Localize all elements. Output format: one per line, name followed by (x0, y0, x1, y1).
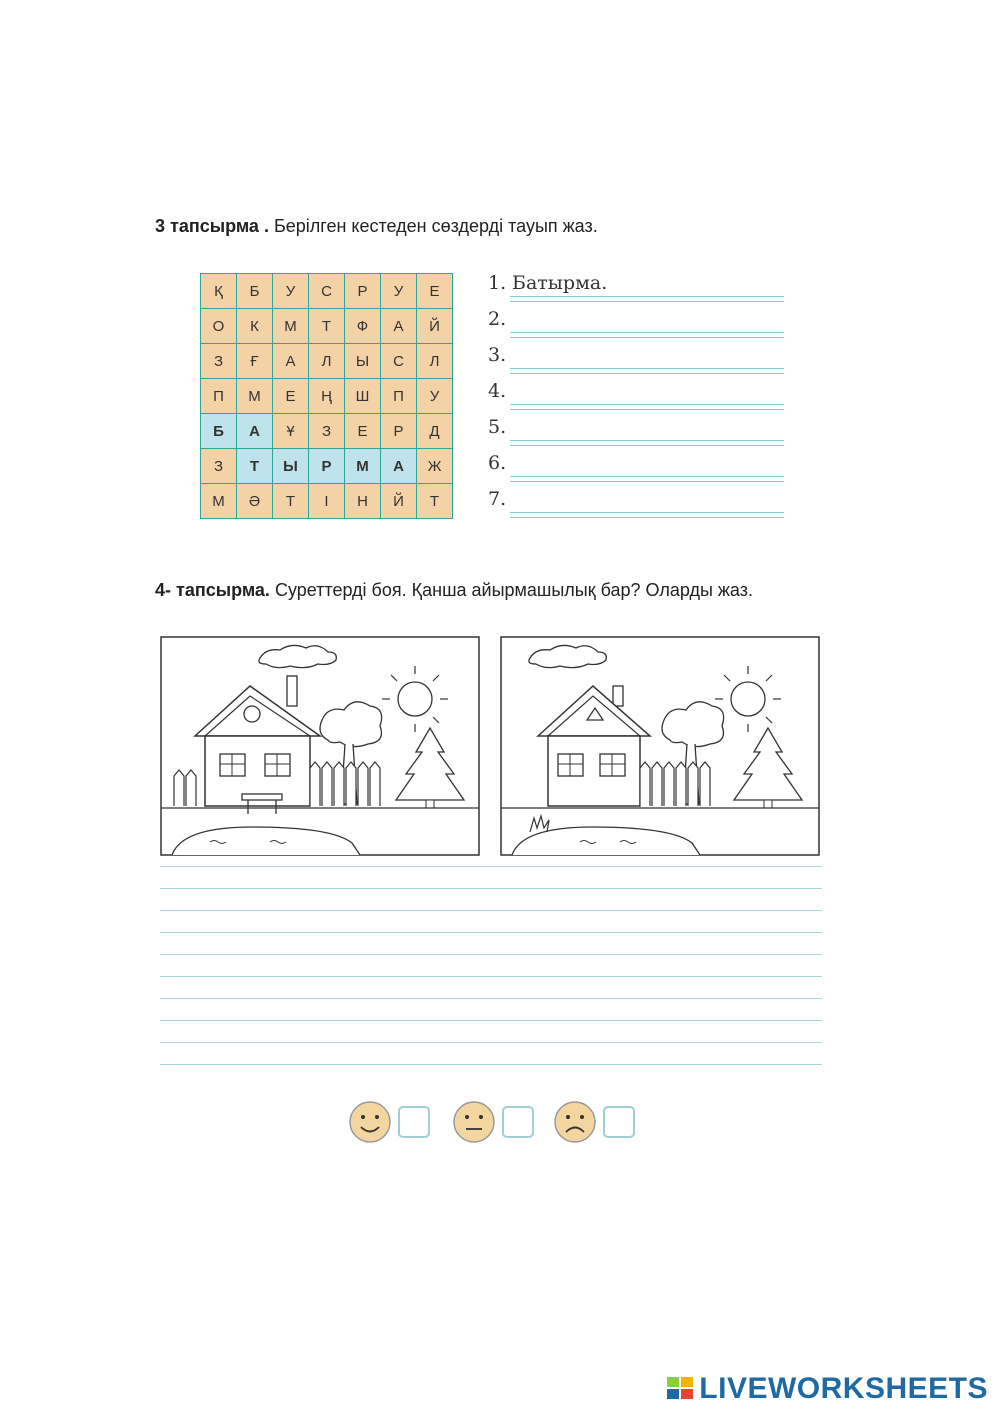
grid-cell: Р (345, 274, 381, 309)
answer-text: Батырма. (512, 272, 608, 294)
grid-cell: С (309, 274, 345, 309)
grid-cell: Д (417, 414, 453, 449)
answer-line (510, 296, 784, 297)
answer-list (488, 268, 784, 520)
grid-cell: Қ (201, 274, 237, 309)
grid-cell: К (237, 309, 273, 344)
neutral-face-icon (452, 1100, 496, 1144)
answer-row (488, 268, 784, 304)
grid-cell: Т (417, 484, 453, 519)
answer-line (510, 512, 784, 513)
grid-cell: Ф (345, 309, 381, 344)
grid-row (201, 484, 453, 519)
answer-line (510, 332, 784, 333)
brand-logo[interactable] (667, 1372, 988, 1406)
grid-cell: М (201, 484, 237, 519)
writing-lines (160, 866, 822, 1086)
writing-line[interactable] (160, 1020, 822, 1021)
grid-row (201, 379, 453, 414)
grid-cell: Т (273, 484, 309, 519)
answer-number: 7. (488, 488, 507, 510)
grid-cell: Т (309, 309, 345, 344)
answer-row (488, 448, 784, 484)
answer-line (510, 301, 784, 302)
grid-cell: М (237, 379, 273, 414)
answer-number: 4. (488, 380, 507, 402)
grid-cell: Ұ (273, 414, 309, 449)
answer-number: 5. (488, 416, 507, 438)
answer-number: 2. (488, 308, 507, 330)
grid-cell: Б (237, 274, 273, 309)
rating-neutral-checkbox[interactable] (502, 1106, 534, 1138)
word-search-grid (200, 273, 453, 519)
grid-cell: Е (345, 414, 381, 449)
writing-line[interactable] (160, 1064, 822, 1065)
answer-line (510, 368, 784, 369)
grid-cell: У (273, 274, 309, 309)
grid-cell: І (309, 484, 345, 519)
rating-happy-checkbox[interactable] (398, 1106, 430, 1138)
rating-neutral (452, 1100, 534, 1144)
writing-line[interactable] (160, 976, 822, 977)
liveworksheets-logo-icon (667, 1377, 695, 1401)
house-picture-right (500, 636, 820, 856)
grid-row (201, 309, 453, 344)
answer-line (510, 481, 784, 482)
brand-name: LIVEWORKSHEETS (699, 1372, 988, 1405)
answer-number: 3. (488, 344, 507, 366)
answer-line (510, 440, 784, 441)
writing-line[interactable] (160, 910, 822, 911)
writing-line[interactable] (160, 1042, 822, 1043)
grid-cell: Б (201, 414, 237, 449)
task3-title-text: Берілген кестеден сөздерді тауып жаз. (268, 216, 598, 236)
task3-title-bold: 3 тапсырма . (155, 216, 269, 236)
writing-line[interactable] (160, 954, 822, 955)
grid-cell: Т (237, 449, 273, 484)
grid-cell: Й (381, 484, 417, 519)
answer-line (510, 409, 784, 410)
house-picture-left (160, 636, 480, 856)
grid-row (201, 414, 453, 449)
happy-face-icon (348, 1100, 392, 1144)
task3-title (155, 216, 598, 237)
answer-line (510, 476, 784, 477)
answer-line (510, 517, 784, 518)
grid-cell: А (237, 414, 273, 449)
rating-sad (553, 1100, 635, 1144)
answer-number: 1. (488, 272, 507, 294)
grid-cell: Н (345, 484, 381, 519)
grid-cell: Ғ (237, 344, 273, 379)
grid-cell: Ы (273, 449, 309, 484)
grid-cell: А (273, 344, 309, 379)
grid-cell: Й (417, 309, 453, 344)
grid-cell: Ң (309, 379, 345, 414)
task4-title-bold: 4- тапсырма. (155, 580, 270, 600)
rating-sad-checkbox[interactable] (603, 1106, 635, 1138)
grid-cell: З (201, 344, 237, 379)
grid-row (201, 449, 453, 484)
task4-title (155, 580, 753, 601)
answer-row (488, 376, 784, 412)
grid-cell: Ә (237, 484, 273, 519)
grid-cell: М (273, 309, 309, 344)
grid-cell: Л (309, 344, 345, 379)
grid-cell: З (201, 449, 237, 484)
grid-cell: А (381, 449, 417, 484)
answer-line (510, 337, 784, 338)
grid-cell: О (201, 309, 237, 344)
writing-line[interactable] (160, 932, 822, 933)
grid-cell: М (345, 449, 381, 484)
grid-cell: П (381, 379, 417, 414)
grid-cell: Ш (345, 379, 381, 414)
answer-row (488, 484, 784, 520)
grid-cell: С (381, 344, 417, 379)
answer-line (510, 445, 784, 446)
sad-face-icon (553, 1100, 597, 1144)
writing-line[interactable] (160, 998, 822, 999)
grid-cell: Е (417, 274, 453, 309)
answer-row (488, 412, 784, 448)
answer-number: 6. (488, 452, 507, 474)
grid-cell: У (381, 274, 417, 309)
grid-row (201, 274, 453, 309)
writing-line[interactable] (160, 888, 822, 889)
writing-line[interactable] (160, 866, 822, 867)
grid-cell: Ы (345, 344, 381, 379)
answer-line (510, 373, 784, 374)
grid-cell: Е (273, 379, 309, 414)
rating-happy (348, 1100, 430, 1144)
grid-cell: Л (417, 344, 453, 379)
grid-cell: А (381, 309, 417, 344)
answer-row (488, 340, 784, 376)
grid-cell: Р (381, 414, 417, 449)
grid-cell: Ж (417, 449, 453, 484)
grid-cell: Р (309, 449, 345, 484)
task4-title-text: Суреттерді боя. Қанша айырмашылық бар? Оларды жаз. (269, 580, 753, 600)
grid-cell: З (309, 414, 345, 449)
answer-line (510, 404, 784, 405)
grid-cell: П (201, 379, 237, 414)
answer-row (488, 304, 784, 340)
grid-cell: У (417, 379, 453, 414)
grid-row (201, 344, 453, 379)
